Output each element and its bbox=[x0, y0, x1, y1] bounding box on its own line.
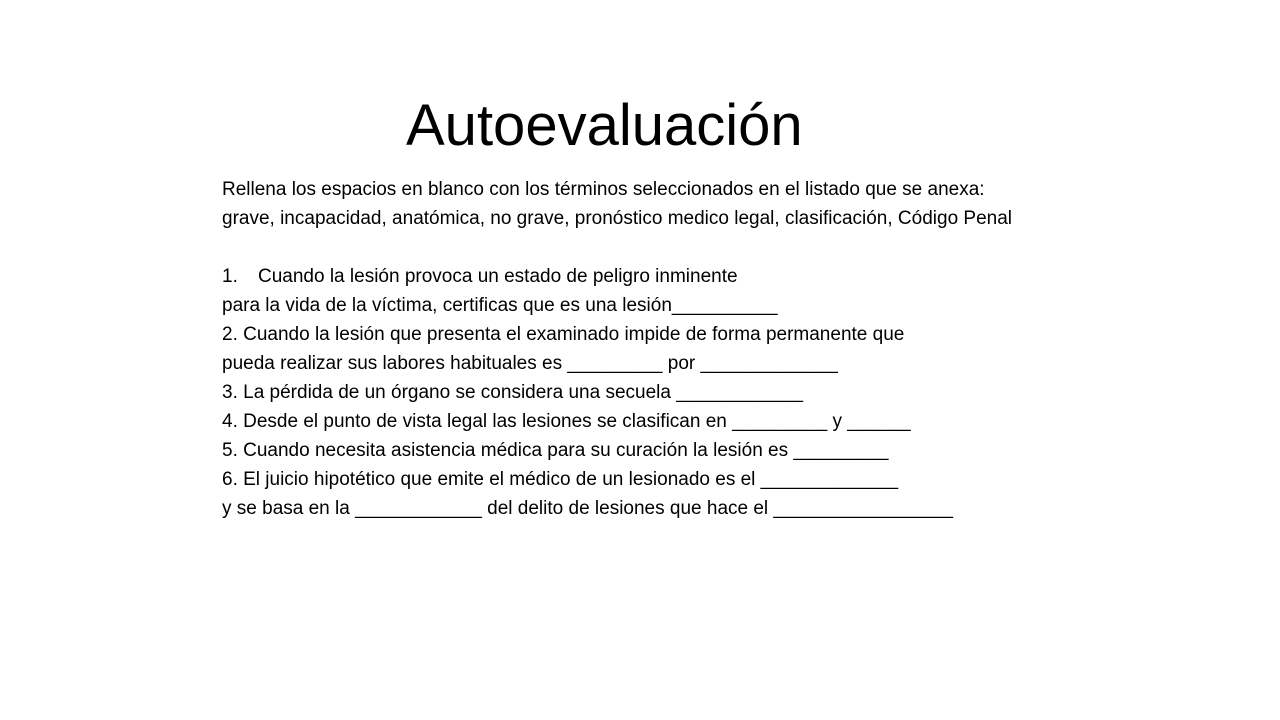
question-2-continuation: pueda realizar sus labores habituales es _________ por _____________ bbox=[222, 353, 838, 374]
exercise-body bbox=[222, 175, 1262, 523]
question-5: 5. Cuando necesita asistencia médica para su curación la lesión es _________ bbox=[222, 440, 889, 461]
spacer bbox=[222, 233, 1262, 262]
question-2: 2. Cuando la lesión que presenta el examinado impide de forma permanente que bbox=[222, 324, 905, 345]
question-4: 4. Desde el punto de vista legal las lesiones se clasifican en _________ y ______ bbox=[222, 411, 911, 432]
page-title: Autoevaluación bbox=[406, 93, 803, 158]
term-list-line: grave, incapacidad, anatómica, no grave, pronóstico medico legal, clasificación, Código Penal bbox=[222, 208, 1013, 229]
question-3: 3. La pérdida de un órgano se considera una secuela ____________ bbox=[222, 382, 804, 403]
question-6: 6. El juicio hipotético que emite el médico de un lesionado es el _____________ bbox=[222, 469, 899, 490]
question-1-continuation: para la vida de la víctima, certificas que es una lesión__________ bbox=[222, 295, 778, 316]
question-6-continuation: y se basa en la ____________ del delito de lesiones que hace el _________________ bbox=[222, 498, 954, 519]
intro-line: Rellena los espacios en blanco con los términos seleccionados en el listado que se anexa: bbox=[222, 179, 985, 200]
question-1 bbox=[222, 262, 1262, 291]
question-1-number: 1. bbox=[222, 266, 238, 287]
question-1-text: Cuando la lesión provoca un estado de peligro inminente bbox=[258, 266, 738, 287]
